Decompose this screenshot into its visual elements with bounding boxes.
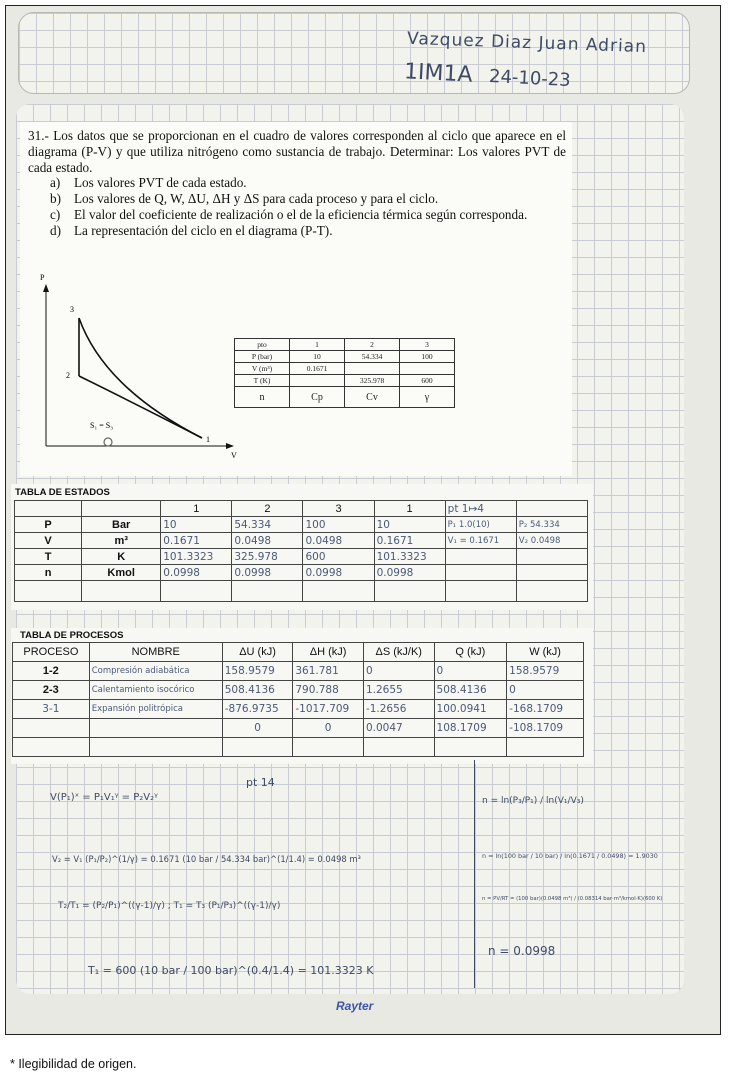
given-data-table xyxy=(234,338,455,408)
work-line-1: V(P₁)ˣ = P₁V₁ᵞ = P₂V₂ᵞ xyxy=(50,792,158,803)
brand-logo: Rayter xyxy=(336,999,374,1013)
estados-row-p: P Bar 10 54.334 100 10 P₁ 1.0(10) P₂ 54.334 xyxy=(15,517,588,533)
point-3-label: 3 xyxy=(70,305,74,314)
work-right-2: n = ln(100 bar / 10 bar) / ln(0.1671 / 0.0498) = 1.9030 xyxy=(482,852,658,860)
procesos-row-ciclo: 0 0 0.0047 108.1709 -108.1709 xyxy=(13,719,584,738)
point-1-label: 1 xyxy=(206,435,210,444)
header-sheet xyxy=(18,12,690,94)
problem-text xyxy=(28,128,566,239)
student-date: 24-10-23 xyxy=(488,65,572,92)
p-axis-arrow xyxy=(43,284,49,292)
handwritten-circle xyxy=(104,438,112,446)
problem-statement xyxy=(20,122,572,476)
problem-item-b: b) Los valores de Q, W, ΔU, ΔH y ΔS para cada proceso y para el ciclo. xyxy=(50,191,439,207)
process-3-1 xyxy=(79,318,202,438)
pv-diagram xyxy=(34,268,237,460)
given-row: pto 1 2 3 xyxy=(235,339,455,351)
tabla-estados-title: TABLA DE ESTADOS xyxy=(15,487,110,498)
point-2-label: 2 xyxy=(66,371,70,380)
estados-row-n: n Kmol 0.0998 0.0998 0.0998 0.0998 xyxy=(15,565,588,581)
p-axis-label: P xyxy=(40,273,45,282)
work-divider xyxy=(474,760,475,988)
given-row: P (bar) 10 54.334 100 xyxy=(235,351,455,363)
work-right-4: n = 0.0998 xyxy=(488,944,556,958)
work-line-5: T₁ = 600 (10 bar / 100 bar)^(0.4/1.4) = 101.3323 K xyxy=(88,964,374,977)
estados-row-empty xyxy=(15,581,588,602)
procesos-row-empty xyxy=(13,738,584,757)
procesos-row-2-3: 2-3 Calentamiento isocórico 508.4136 790.788 1.2655 508.4136 0 xyxy=(13,681,584,700)
work-line-4: T₂/T₁ = (P₂/P₁)^((γ-1)/γ) ; T₁ = T₃ (P₁/P₃)^((γ-1)/γ) xyxy=(58,901,281,911)
given-row: T (K) 325.978 600 xyxy=(235,375,455,387)
problem-item-d: d) La representación del ciclo en el diagrama (P-T). xyxy=(50,222,333,238)
work-line-3: V₂ = V₁ (P₁/P₂)^(1/γ) = 0.1671 (10 bar / 54.334 bar)^(1/1.4) = 0.0498 m³ xyxy=(52,854,361,864)
problem-intro: 31.- Los datos que se proporcionan en el cuadro de valores corresponden al ciclo que aparece en el diagrama (P-V) y que utiliza nitrógeno como sustancia de trabajo. Determinar: Los valores PVT de cada estado. xyxy=(28,128,566,175)
estados-row-t: T K 101.3323 325.978 600 101.3323 xyxy=(15,549,588,565)
given-row: V (m³) 0.1671 xyxy=(235,363,455,375)
v-axis-label: V xyxy=(231,451,237,460)
student-group: 1IM1A xyxy=(403,59,474,88)
tabla-procesos xyxy=(12,642,584,757)
estados-row-v: V m³ 0.1671 0.0498 0.0498 0.1671 V₁ = 0.1671 V₂ 0.0498 xyxy=(15,533,588,549)
procesos-header-row: PROCESO NOMBRE ΔU (kJ) ΔH (kJ) ΔS (kJ/K) Q (kJ) W (kJ) xyxy=(13,643,584,662)
problem-item-c: c) El valor del coeficiente de realización o el de la eficiencia térmica según corresponda. xyxy=(50,206,528,222)
work-right-1: n = ln(P₃/P₁) / ln(V₁/V₃) xyxy=(482,796,584,806)
procesos-row-3-1: 3-1 Expansión politrópica -876.9735 -1017.709 -1.2656 100.0941 -168.1709 xyxy=(13,700,584,719)
problem-item-a: a) Los valores PVT de cada estado. xyxy=(50,175,247,191)
work-line-2: pt 14 xyxy=(246,776,275,789)
tabla-estados xyxy=(14,500,588,602)
work-right-3: n = PV/RT = (100 bar)(0.0498 m³) / (0.08314 bar·m³/kmol·K)(600 K) xyxy=(482,896,663,902)
footnote: * Ilegibilidad de origen. xyxy=(10,1057,137,1071)
entropy-annotation: S₁ = S₃ xyxy=(90,421,113,430)
student-name: Vazquez Diaz Juan Adrian xyxy=(406,28,648,58)
v-axis-arrow xyxy=(226,443,234,449)
estados-header-row: 1 2 3 1 pt 1↦4 xyxy=(15,501,588,517)
given-row: n Cp Cv γ xyxy=(235,387,455,408)
procesos-row-1-2: 1-2 Compresión adiabática 158.9579 361.781 0 0 158.9579 xyxy=(13,662,584,681)
tabla-procesos-title: TABLA DE PROCESOS xyxy=(20,630,124,641)
photo xyxy=(5,5,721,1035)
